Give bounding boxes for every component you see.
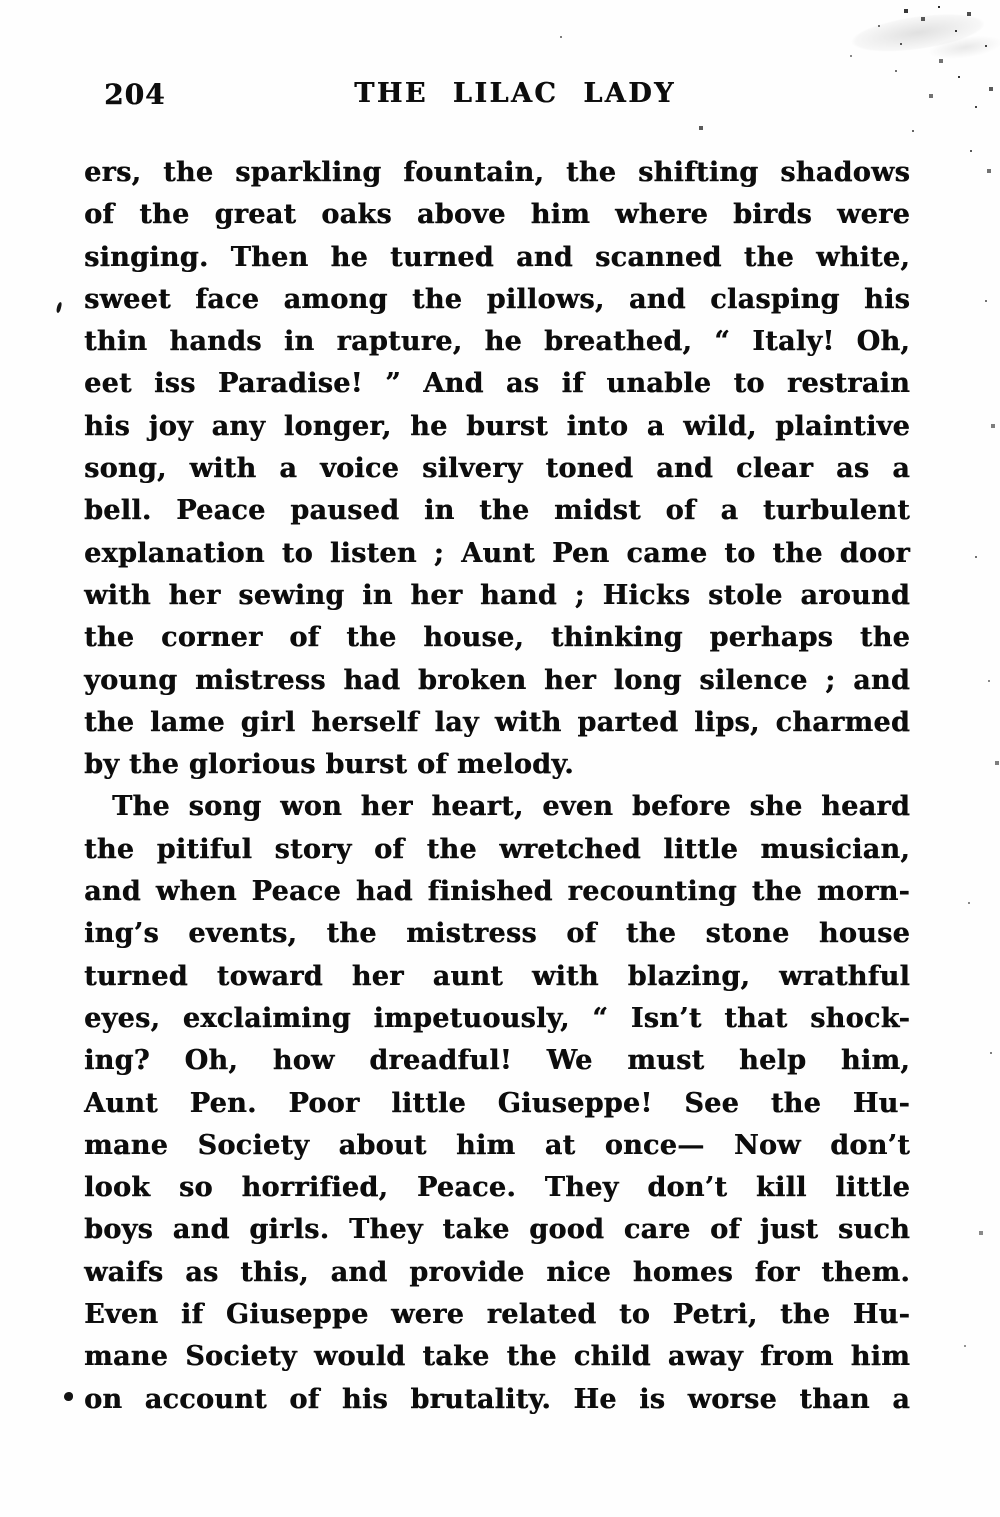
text-line: of the great oaks above him where birds were bbox=[84, 199, 910, 231]
running-title: THE LILAC LADY bbox=[354, 78, 676, 109]
text-line: eet iss Paradise! ” And as if unable to restrain bbox=[84, 368, 910, 400]
text-line: explanation to listen ; Aunt Pen came to the door bbox=[84, 537, 910, 569]
text-line: Aunt Pen. Poor little Giuseppe! See the Hu- bbox=[84, 1087, 910, 1119]
text-line: ing’s events, the mistress of the stone house bbox=[84, 918, 910, 950]
scan-speckles bbox=[0, 0, 2, 2]
scan-mark bbox=[56, 302, 63, 314]
text-line: look so horrified, Peace. They don’t kill little bbox=[84, 1172, 910, 1204]
text-line: on account of his brutality. He is worse than a bbox=[84, 1383, 910, 1415]
text-line: young mistress had broken her long silence ; and bbox=[84, 664, 910, 696]
scan-smudge bbox=[816, 0, 1000, 88]
text-line: thin hands in rapture, he breathed, “ Italy! Oh, bbox=[84, 326, 910, 358]
text-line: the pitiful story of the wretched little musician, bbox=[84, 833, 910, 865]
text-line: ing? Oh, how dreadful! We must help him, bbox=[84, 1045, 910, 1077]
text-line: by the glorious burst of melody. bbox=[84, 749, 574, 781]
text-line: boys and girls. They take good care of just such bbox=[84, 1214, 910, 1246]
text-line: mane Society about him at once— Now don’t bbox=[84, 1129, 910, 1161]
text-line: and when Peace had finished recounting the morn- bbox=[84, 876, 910, 908]
page-header bbox=[84, 78, 910, 118]
text-line: bell. Peace paused in the midst of a turbulent bbox=[84, 495, 910, 527]
text-line: the corner of the house, thinking perhaps the bbox=[84, 622, 910, 654]
text-line: singing. Then he turned and scanned the white, bbox=[84, 241, 910, 273]
text-line: the lame girl herself lay with parted lips, charmed bbox=[84, 706, 910, 738]
text-line: mane Society would take the child away from him bbox=[84, 1341, 910, 1373]
page-body bbox=[84, 152, 910, 1421]
paragraph bbox=[84, 786, 910, 1420]
text-line: Even if Giuseppe were related to Petri, the Hu- bbox=[84, 1299, 910, 1331]
text-line: song, with a voice silvery toned and clear as a bbox=[84, 453, 910, 485]
text-line: The song won her heart, even before she heard bbox=[112, 791, 910, 823]
text-line: sweet face among the pillows, and clasping his bbox=[84, 283, 910, 315]
text-line: his joy any longer, he burst into a wild, plaintive bbox=[84, 410, 910, 442]
scan-mark bbox=[64, 1392, 73, 1401]
text-line: eyes, exclaiming impetuously, “ Isn’t that shock- bbox=[84, 1002, 910, 1034]
text-line: turned toward her aunt with blazing, wrathful bbox=[84, 960, 910, 992]
text-line: waifs as this, and provide nice homes for them. bbox=[84, 1256, 910, 1288]
paragraph bbox=[84, 152, 910, 786]
text-line: ers, the sparkling fountain, the shifting shadows bbox=[84, 157, 910, 188]
text-line: with her sewing in her hand ; Hicks stole around bbox=[84, 579, 910, 611]
page-number: 204 bbox=[104, 78, 166, 111]
